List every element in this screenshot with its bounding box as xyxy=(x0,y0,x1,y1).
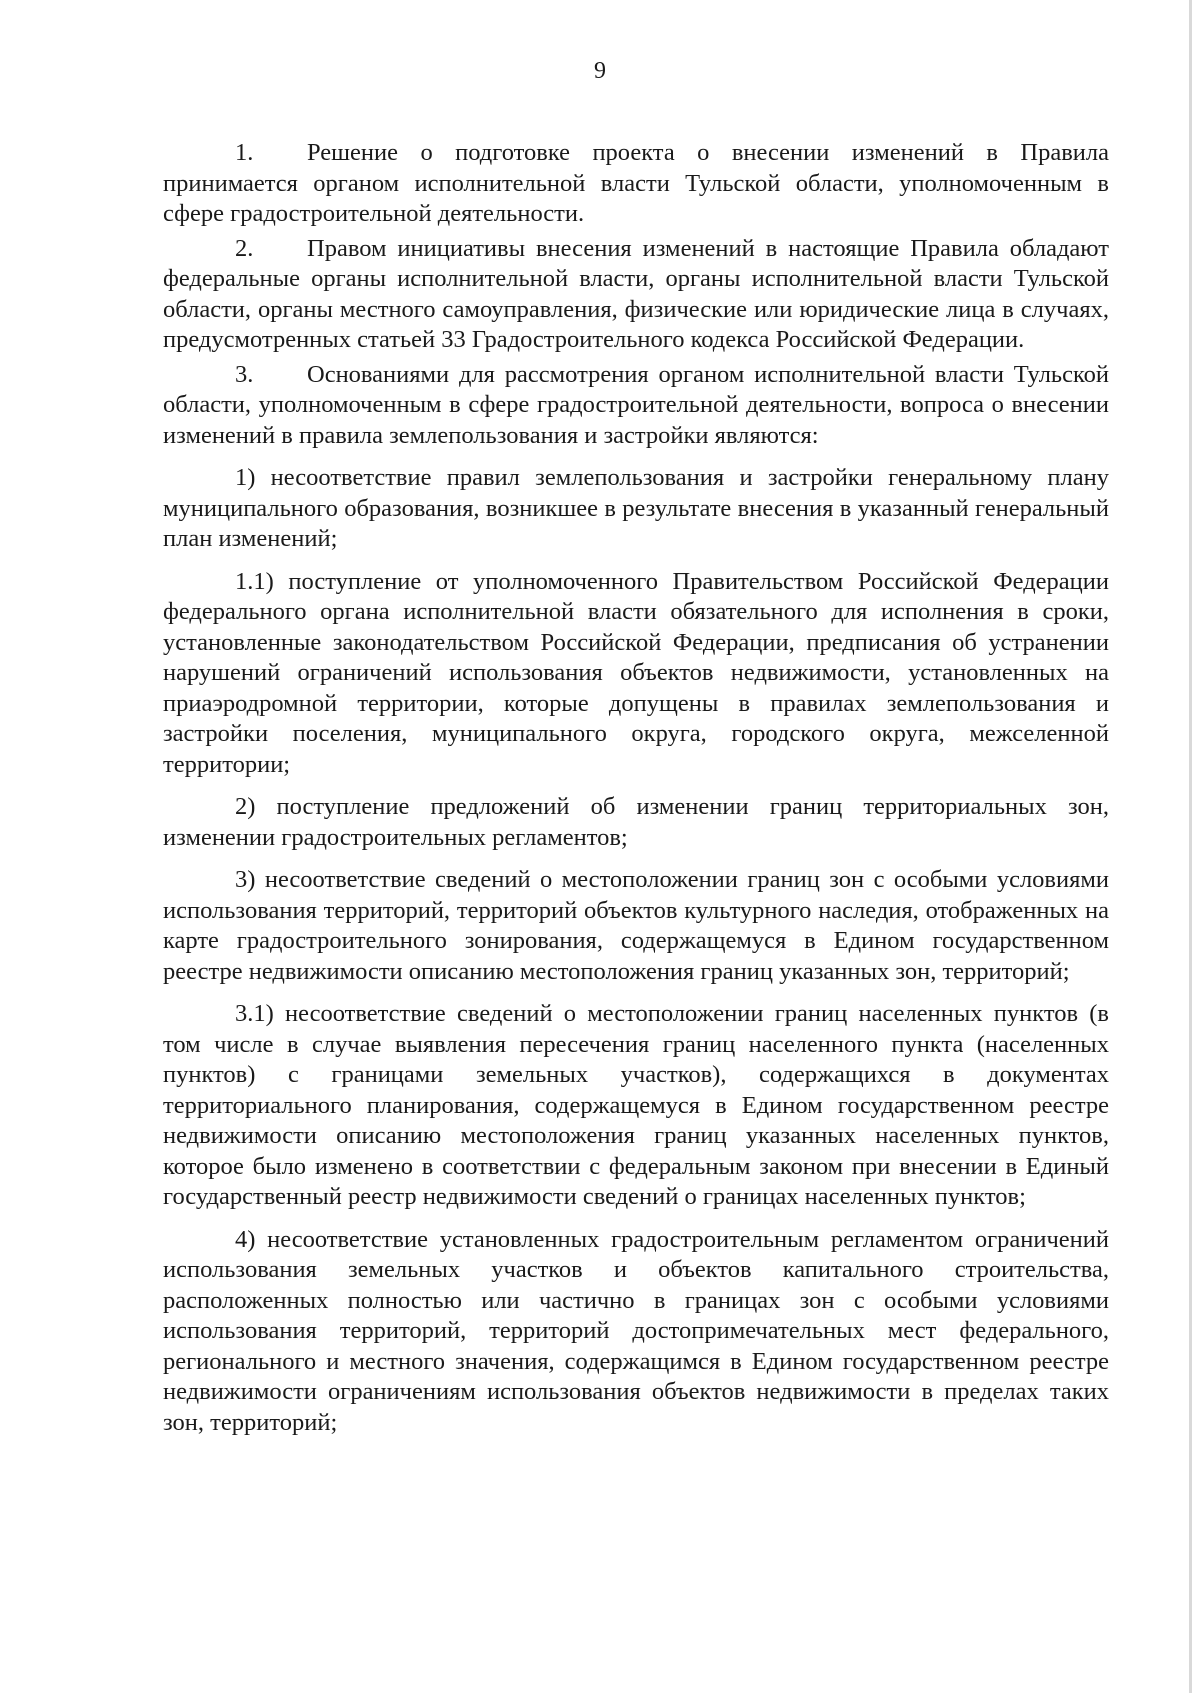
list-item-1-1: 1.1) поступление от уполномоченного Правительством Российской Федерации федерального органа исполнительной власти обязательного для исполнения в сроки, установленные законодательством Российской Федерации, предписания об устранении нарушений ограничений использования объектов недвижимости, установленных на приаэродромной территории, которые допущены в правилах землепользования и застройки поселения, муниципального округа, городского округа, межселенной территории; xyxy=(163,567,1109,778)
paragraph-number: 1. xyxy=(235,139,254,166)
paragraph-2 xyxy=(163,234,1109,356)
page-number: 9 xyxy=(594,58,606,84)
document-body xyxy=(163,138,1109,1442)
list-item-3-1: 3.1) несоответствие сведений о местоположении границ населенных пунктов (в том числе в случае выявления пересечения границ населенного пункта (населенных пунктов) с границами земельных участков), содержащихся в документах территориального планирования, содержащемуся в Едином государственном реестре недвижимости описанию местоположения границ указанных населенных пунктов, которое было изменено в соответствии с федеральным законом при внесении в Единый государственный реестр недвижимости сведений о границах населенных пунктов; xyxy=(163,1000,1109,1210)
paragraph-number: 3. xyxy=(235,360,254,388)
paragraph-number: 2. xyxy=(235,234,254,262)
list-item-3: 3) несоответствие сведений о местоположении границ зон с особыми условиями использования территорий, территорий объектов культурного наследия, отображенных на карте градостроительного зонирования, содержащемуся в Едином государственном реестре недвижимости описанию местоположения границ указанных зон, территорий; xyxy=(163,866,1109,985)
paragraph-1 xyxy=(163,138,1109,230)
paragraph-text: Правом инициативы внесения изменений в настоящие Правила обладают федеральные органы исполнительной власти, органы исполнительной власти Тульской области, органы местного самоуправления, физические или юридические лица в случаях, предусмотренных статьей 33 Градостроительного кодекса Российской Федерации. xyxy=(163,234,1109,353)
paragraph-text: Основаниями для рассмотрения органом исполнительной власти Тульской области, уполномоченным в сфере градостроительной деятельности, вопроса о внесении изменений в правила землепользования и застройки являются: xyxy=(163,360,1109,449)
paragraph-3 xyxy=(163,360,1109,452)
paragraph-text: Решение о подготовке проекта о внесении изменений в Правила принимается органом исполнительной власти Тульской области, уполномоченным в сфере градостроительной деятельности. xyxy=(163,139,1109,227)
list-item-1: 1) несоответствие правил землепользования и застройки генеральному плану муниципального образования, возникшее в результате внесения в указанный генеральный план изменений; xyxy=(163,464,1109,552)
list-item-4: 4) несоответствие установленных градостроительным регламентом ограничений использования земельных участков и объектов капитального строительства, расположенных полностью или частично в границах зон с особыми условиями использования территорий, территорий достопримечательных мест федерального, регионального и местного значения, содержащимся в Едином государственном реестре недвижимости ограничениям использования объектов недвижимости в пределах таких зон, территорий; xyxy=(163,1225,1109,1436)
list-item-2: 2) поступление предложений об изменении границ территориальных зон, изменении градостроительных регламентов; xyxy=(163,793,1109,851)
page-edge-shadow xyxy=(1189,0,1192,1693)
